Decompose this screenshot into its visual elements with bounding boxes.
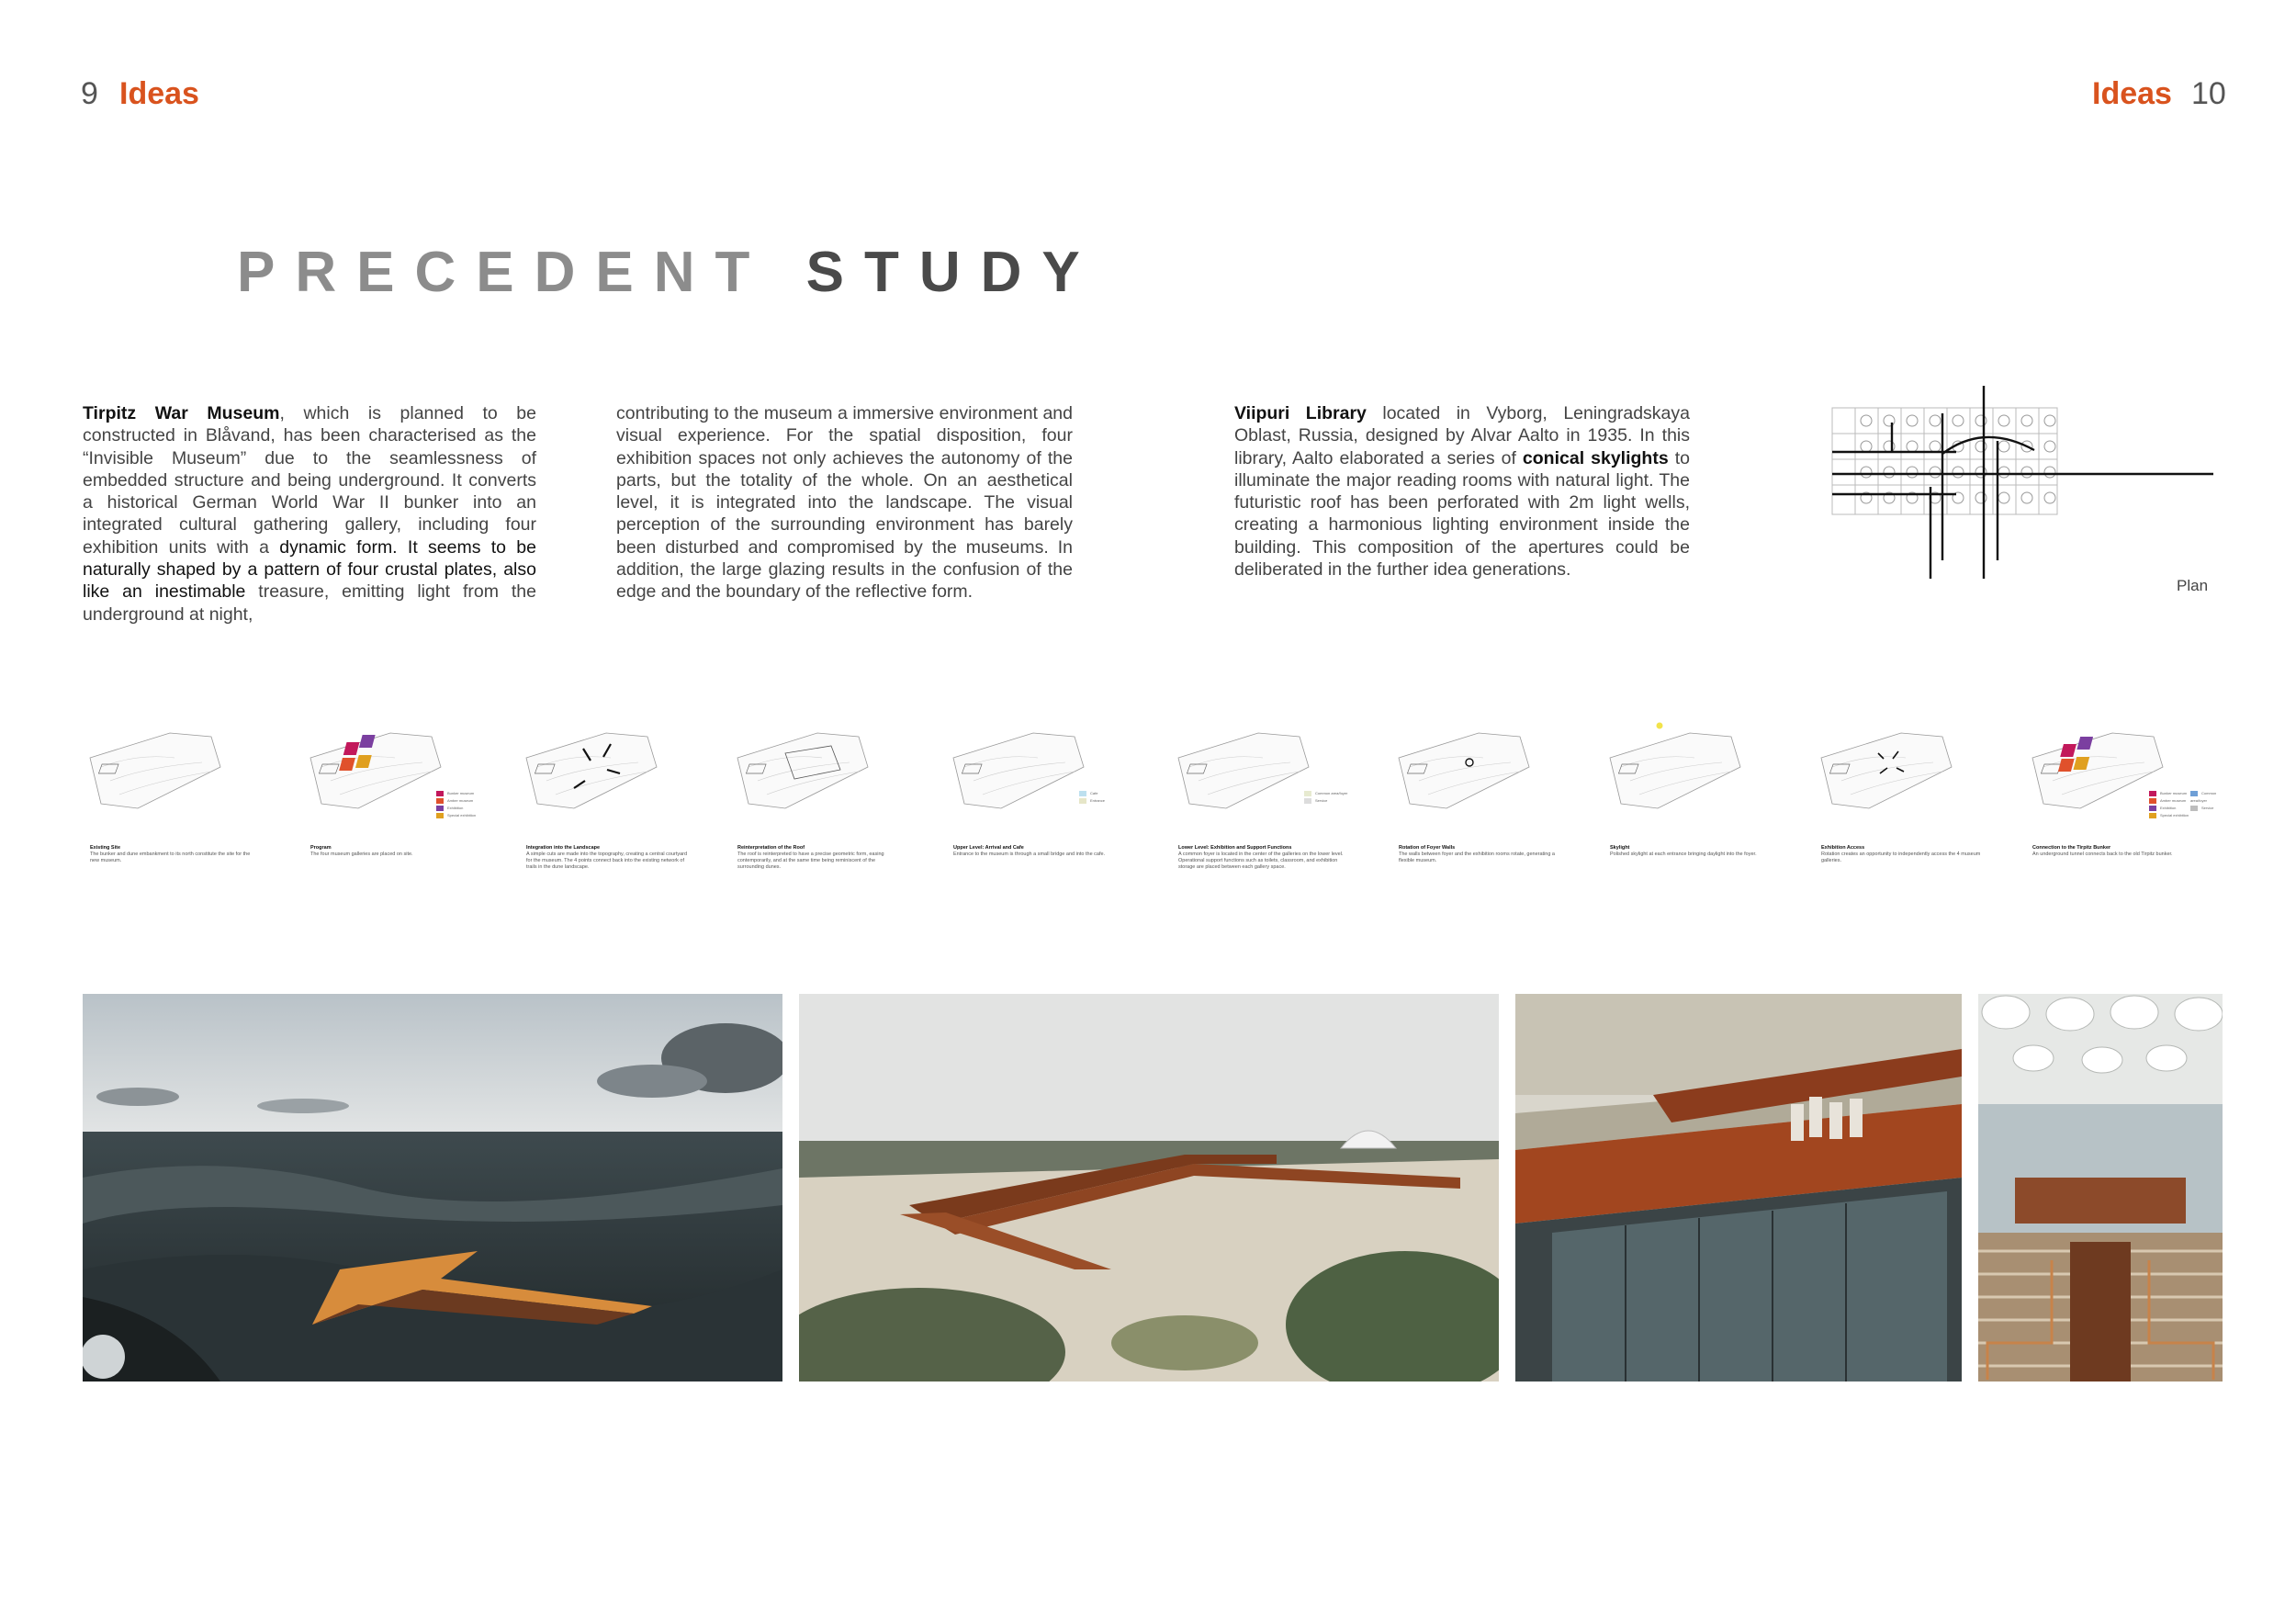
diagram-description: The walls between foyer and the exhibition rooms rotate, generating a flexible museum. (1399, 851, 1555, 863)
diagram-title: Existing Site (90, 845, 121, 851)
axonometric-drawing (83, 716, 289, 845)
diagram-title: Exhibition Access (1821, 845, 1865, 851)
skylight-circle (2021, 415, 2032, 426)
diagram-legend (436, 790, 476, 819)
legend-label: Bunker museum (2160, 791, 2188, 795)
skylight-circle (2044, 492, 2055, 503)
legend-label: Amber museum (2160, 798, 2187, 803)
tirpitz-aerial-photo (83, 994, 782, 1382)
axonometric-drawing (730, 716, 937, 845)
axonometric-drawing (946, 716, 1153, 845)
viipuri-interior-photo (1978, 994, 2223, 1382)
tirpitz-ramp-photo (799, 994, 1499, 1382)
diagram-legend (1304, 790, 1347, 805)
axonometric-drawing (303, 716, 510, 845)
design-diagram (519, 716, 726, 870)
diagram-legend-secondary (2190, 790, 2232, 812)
skylight-circle (2044, 467, 2055, 478)
legend-swatch (436, 813, 444, 818)
page-title (237, 241, 1100, 305)
skylight-circle (2044, 441, 2055, 452)
title-light: PRECEDENT (237, 241, 771, 304)
legend-swatch (1304, 791, 1311, 796)
axonometric-drawing (519, 716, 726, 845)
axonometric-drawing (1391, 716, 1598, 845)
axonometric-drawing (2025, 716, 2232, 845)
legend-item (2149, 805, 2189, 812)
legend-swatch (2149, 791, 2156, 796)
legend-label: Exhibition (447, 806, 464, 810)
diagram-caption (526, 845, 692, 871)
skylight-circle (2021, 467, 2032, 478)
design-diagram (2025, 716, 2232, 857)
diagram-caption (737, 845, 903, 871)
tirpitz-text-b: treasure, emitting light from the underground at night, (83, 581, 537, 625)
diagram-caption (310, 845, 476, 858)
skylight-circle (1861, 441, 1872, 452)
design-diagram (1391, 716, 1598, 863)
legend-item (2149, 797, 2189, 805)
skylight-circle (2044, 415, 2055, 426)
tirpitz-courtyard-photo (1515, 994, 1962, 1382)
diagram-legend (1079, 790, 1105, 805)
legend-label: Special exhibition (447, 813, 477, 818)
viipuri-text-b: to illuminate the major reading rooms with natural light. The futuristic roof has been perforated with 2m light wells, creating a harmonious lighting environment inside the building. This composition of the apertures could be deliberated in the further idea generations. (1234, 447, 1690, 581)
diagram-caption (1178, 845, 1344, 871)
legend-item (436, 812, 476, 819)
design-diagram (946, 716, 1153, 857)
right-page-number: 10 (2191, 76, 2226, 111)
diagram-caption (1610, 845, 1775, 858)
axonometric-drawing (1171, 716, 1378, 845)
skylight-circle (1884, 467, 1895, 478)
skylight-circle (1953, 415, 1964, 426)
legend-label: Special exhibition (2160, 813, 2189, 818)
title-dark: STUDY (805, 241, 1100, 304)
legend-label: Common area/foyer (1315, 791, 1348, 795)
legend-label: Amber museum (447, 798, 474, 803)
design-diagram (730, 716, 937, 870)
tirpitz-text-col1 (83, 402, 536, 626)
design-diagram (303, 716, 510, 857)
legend-swatch (1079, 798, 1086, 804)
legend-swatch (2149, 806, 2156, 811)
diagram-description: The four museum galleries are placed on site. (310, 851, 413, 857)
legend-label: Entrance (1090, 798, 1106, 803)
skylight-circle (1998, 441, 2009, 452)
diagram-title: Rotation of Foyer Walls (1399, 845, 1456, 851)
legend-item (2190, 790, 2232, 805)
design-diagram (83, 716, 289, 863)
diagram-title: Program (310, 845, 332, 851)
legend-item (1304, 790, 1347, 797)
diagram-caption (953, 845, 1119, 858)
legend-label: Common area/foyer (2190, 791, 2217, 803)
tirpitz-text-col2: contributing to the museum a immersive environment and visual experience. For the spatial disposition, four exhibition spaces not only achieves the autonomy of the parts, but the totality of the whole. On an aesthetical level, it is integrated into the landscape. The visual perception of the surrounding environment has barely been disturbed and compromised by the museums. In addition, the large glazing results in the confusion of the edge and the boundary of the reflective form. (616, 403, 1073, 603)
legend-label: Bunker museum (447, 791, 475, 795)
legend-swatch (2190, 806, 2198, 811)
left-page-number: 9 (81, 76, 98, 111)
design-diagram (1814, 716, 2020, 863)
viipuri-plan-drawing (1828, 386, 2213, 588)
legend-item (1304, 797, 1347, 805)
legend-label: Exhibition (2160, 806, 2177, 810)
legend-swatch (2149, 798, 2156, 804)
diagram-description: Rotation creates an opportunity to independently access the 4 museum galleries. (1821, 851, 1981, 863)
design-diagram (1171, 716, 1378, 870)
skylight-circle (1930, 441, 1941, 452)
viipuri-text (1234, 402, 1690, 581)
diagram-caption (90, 845, 255, 864)
skylight-circle (1998, 415, 2009, 426)
legend-item (2190, 805, 2232, 812)
diagram-caption (1399, 845, 1564, 864)
diagram-title: Lower Level: Exhibition and Support Functions (1178, 845, 1292, 851)
legend-swatch (436, 806, 444, 811)
skylight-circle (1998, 492, 2009, 503)
plan-label: Plan (2177, 577, 2209, 594)
legend-swatch (436, 798, 444, 804)
skylight-circle (1861, 467, 1872, 478)
diagram-legend (2149, 790, 2189, 819)
legend-swatch (1304, 798, 1311, 804)
skylight-circle (1930, 415, 1941, 426)
legend-item (2149, 790, 2189, 797)
legend-swatch (1079, 791, 1086, 796)
diagram-title: Integration into the Landscape (526, 845, 601, 851)
legend-item (436, 790, 476, 797)
skylight-circle (1907, 415, 1918, 426)
axonometric-drawing (1603, 716, 1809, 845)
diagram-title: Reinterpretation of the Roof (737, 845, 805, 851)
diagram-description: Polished skylight at each entrance bringing daylight into the foyer. (1610, 851, 1757, 857)
legend-item (436, 797, 476, 805)
diagram-description: The bunker and dune embankment to its north constitute the site for the new museum. (90, 851, 251, 863)
diagram-title: Connection to the Tirpitz Bunker (2032, 845, 2111, 851)
legend-label: Cafe (1090, 791, 1098, 795)
skylight-circle (2021, 492, 2032, 503)
legend-item (436, 805, 476, 812)
left-section-title: Ideas (119, 76, 199, 111)
diagram-description: A common foyer is located in the center of the galleries on the lower level. Operational support functions such as toilets, classroom, and exhibition storage are placed between each gallery space. (1178, 851, 1344, 870)
tirpitz-text-a: , which is planned to be constructed in Blåvand, has been characterised as the “Invisible Museum” due to the seamlessness of embedded structure and being underground. It converts a historical German World War II bunker into an integrated cultural gathering gallery, including four exhibition units with a (83, 403, 536, 558)
viipuri-name: Viipuri Library (1234, 403, 1367, 423)
diagram-caption (2032, 845, 2198, 858)
diagram-description: An underground tunnel connects back to the old Tirpitz bunker. (2032, 851, 2173, 857)
design-diagram (1603, 716, 1809, 857)
legend-swatch (436, 791, 444, 796)
diagram-description: A simple cuts are made into the topography, creating a central courtyard for the museum. The 4 points connect back into the existing network of trails in the dune landscape. (526, 851, 688, 870)
viipuri-text-a: located in Vyborg, Leningradskaya Oblast, Russia, designed by Alvar Aalto in 1935. In this library, Aalto elaborated a series of (1234, 403, 1690, 468)
legend-item (1079, 797, 1105, 805)
diagram-caption (1821, 845, 1986, 864)
legend-item (2149, 812, 2189, 819)
diagram-title: Upper Level: Arrival and Cafe (953, 845, 1024, 851)
diagram-strip (0, 716, 2296, 900)
right-section-title: Ideas (2092, 76, 2172, 111)
skylight-circle (1998, 467, 2009, 478)
tirpitz-name: Tirpitz War Museum (83, 403, 280, 423)
legend-label: Service (2201, 806, 2214, 810)
skylight-circle (1861, 415, 1872, 426)
diagram-description: The roof is reinterpreted to have a precise geometric form, easing contemporarily, and at the same time being reminiscent of the surrounding dunes. (737, 851, 884, 870)
skylight-circle (1953, 467, 1964, 478)
viipuri-text-bold: conical skylights (1522, 447, 1669, 468)
legend-item (1079, 790, 1105, 797)
tirpitz-text-emphasis: dynamic form. It seems to be naturally shaped by a pattern of four crustal plates, also like an inestimable (83, 536, 536, 603)
skylight-circle (1907, 467, 1918, 478)
skylight-circle (1930, 467, 1941, 478)
skylight-circle (1907, 441, 1918, 452)
axonometric-drawing (1814, 716, 2020, 845)
legend-swatch (2190, 791, 2198, 796)
diagram-title: Skylight (1610, 845, 1630, 851)
legend-swatch (2149, 813, 2156, 818)
diagram-description: Entrance to the museum is through a small bridge and into the cafe. (953, 851, 1106, 857)
legend-label: Service (1315, 798, 1328, 803)
